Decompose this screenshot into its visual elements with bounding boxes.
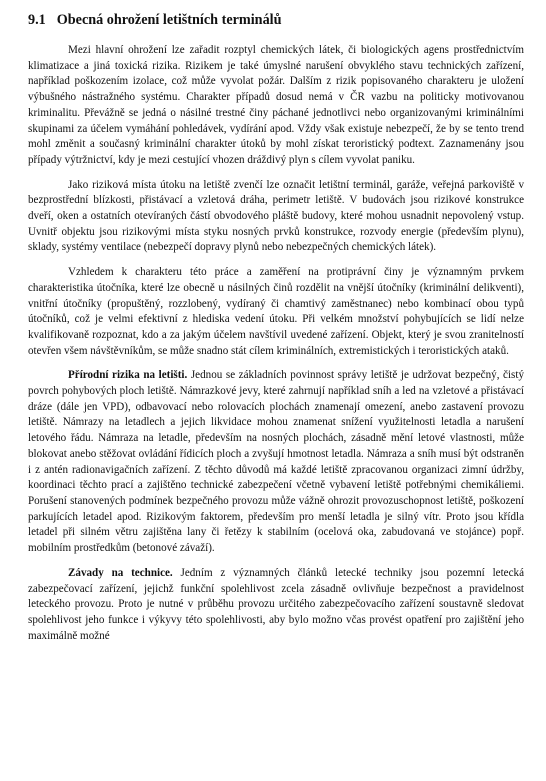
section-number: 9.1 — [28, 12, 46, 28]
paragraph-text: Jedním z významných článků letecké techniky jsou pozemní letecká zabezpečovací zařízení, jejichž funkční spolehlivost zcela zásadně ovlivňuje bezpečnost a pravidelnost leteckého provozu. Proto je nutné v průběhu provozu určitého zabezpečovacího zařízení soustavně sledovat spolehlivost jeho funkce i výkyvy této spolehlivosti, aby bylo možno včas provést opatření pro zajištění jeho maximálně možné — [28, 566, 524, 642]
section-title: Obecná ohrožení letištních terminálů — [56, 12, 282, 28]
paragraph-lead: Závady na technice. — [68, 566, 173, 579]
section-heading — [28, 11, 524, 29]
paragraph-4 — [28, 368, 524, 556]
paragraph-text: Mezi hlavní ohrožení lze zařadit rozptyl chemických látek, či biologických agens prostřednictvím klimatizace a jiná toxická rizika. Rizikem je také úmyslné narušení obvyklého stavu technických zařízení, například poškozením izolace, což může vyvolat požár. Dalším z rizik popisovaného charakteru je uložení výbušného nástražného systému. Charakter případů dosud nemá v ČR vazbu na politicky motivovanou kriminalitu. Převážně se jedná o násilné trestné činy páchané jednotlivci nebo organizovanými kriminálními skupinami za účelem vymáhání pohledávek, vydírání apod. Vždy však existuje nebezpečí, že by se tento trend mohl změnit a současný kriminální charakter útoků by mohl získat teroristický podtext. Zaznamenány jsou případy výtržnictví, kdy je mezi cestující vhozen dráždivý plyn s cílem vyvolat paniku. — [28, 44, 524, 166]
paragraph-2 — [28, 178, 524, 257]
paragraph-text: Jednou se základních povinnost správy letiště je udržovat bezpečný, čistý povrch pohybových ploch letiště. Námrazkové jevy, které zahrnují například sníh a led na vzletové a přistávací dráze (dále jen VPD), odbavovací nebo rolovacích plochách znamenají omezení, anebo zastavení provozu letiště. Námrazy na letadlech a jejich likvidace mohou znamenat snížení využitelnosti letadla a narušení letového řádu. Námraza na letadle, především na nosných plochách, zásadně mění letové vlastnosti, může blokovat anebo stěžovat ovládání řídicích ploch a zvyšují hmotnost letadla. Námraza a sníh musí být odstraněn i z antén radionavigačních zařízení. Z těchto důvodů má každé letiště zpracovanou organizaci zimní údržby, koordinaci těchto prací a zajištěno technické zabezpečení včetně vybavení letiště potřebnými chemikáliemi. Porušení stanovených podmínek bezpečného provozu může vážně ohrozit provozuschopnost letiště, poškození parkujících letadel apod. Rizikovým faktorem, především pro menší letadla je silný vítr. Proto jsou křídla letadel při silném větru zajištěna lany či řetězy k stabilním (ocelová oka, zabudovaná ve stojánce) popř. mobilním prostředkům (betonové závaží). — [28, 369, 525, 555]
paragraph-text: Jako riziková místa útoku na letiště zvenčí lze označit letištní terminál, garáže, veřejná parkoviště v bezprostřední blízkosti, přistávací a vzletová dráha, perimetr letiště. V budovách jsou rizikové konstrukce dveří, oken a ostatních otevíraných částí obvodového pláště budovy, které mohou usnadnit nepovolený vstup. Uvnitř objektu jsou rizikovými místa styku nosných prvků konstrukce, rozvody energie (především plynu), sklady, systémy ventilace (nebezpečí dopravy plynů nebo nebezpečných chemických látek). — [28, 178, 524, 254]
paragraph-5 — [28, 566, 524, 645]
paragraph-text: Vzhledem k charakteru této práce a zaměření na protiprávní činy je významným prvkem charakteristika útočníka, které lze obecně u násilných činů rozdělit na vnější útočníky (kriminální delikventi), vnitřní útočníky (propuštěný, rozzlobený, vydíraný či chamtivý zaměstnanec) nebo kombinací obou typů útočníků, což je velmi efektivní z hlediska vedení útoku. Při velkém množství pohybujících se lidí nelze kvalifikovaně rozpoznat, kdo a za jakým účelem navštívil uvedené zařízení. Objekt, který je svou zranitelností otevřen všem návštěvníkům, se může snadno stát cílem kriminálních, extremistických i teroristických ataků. — [28, 266, 524, 357]
paragraph-lead: Přírodní rizika na letišti. — [68, 369, 188, 382]
paragraph-1 — [28, 43, 524, 169]
paragraph-3 — [28, 265, 524, 359]
